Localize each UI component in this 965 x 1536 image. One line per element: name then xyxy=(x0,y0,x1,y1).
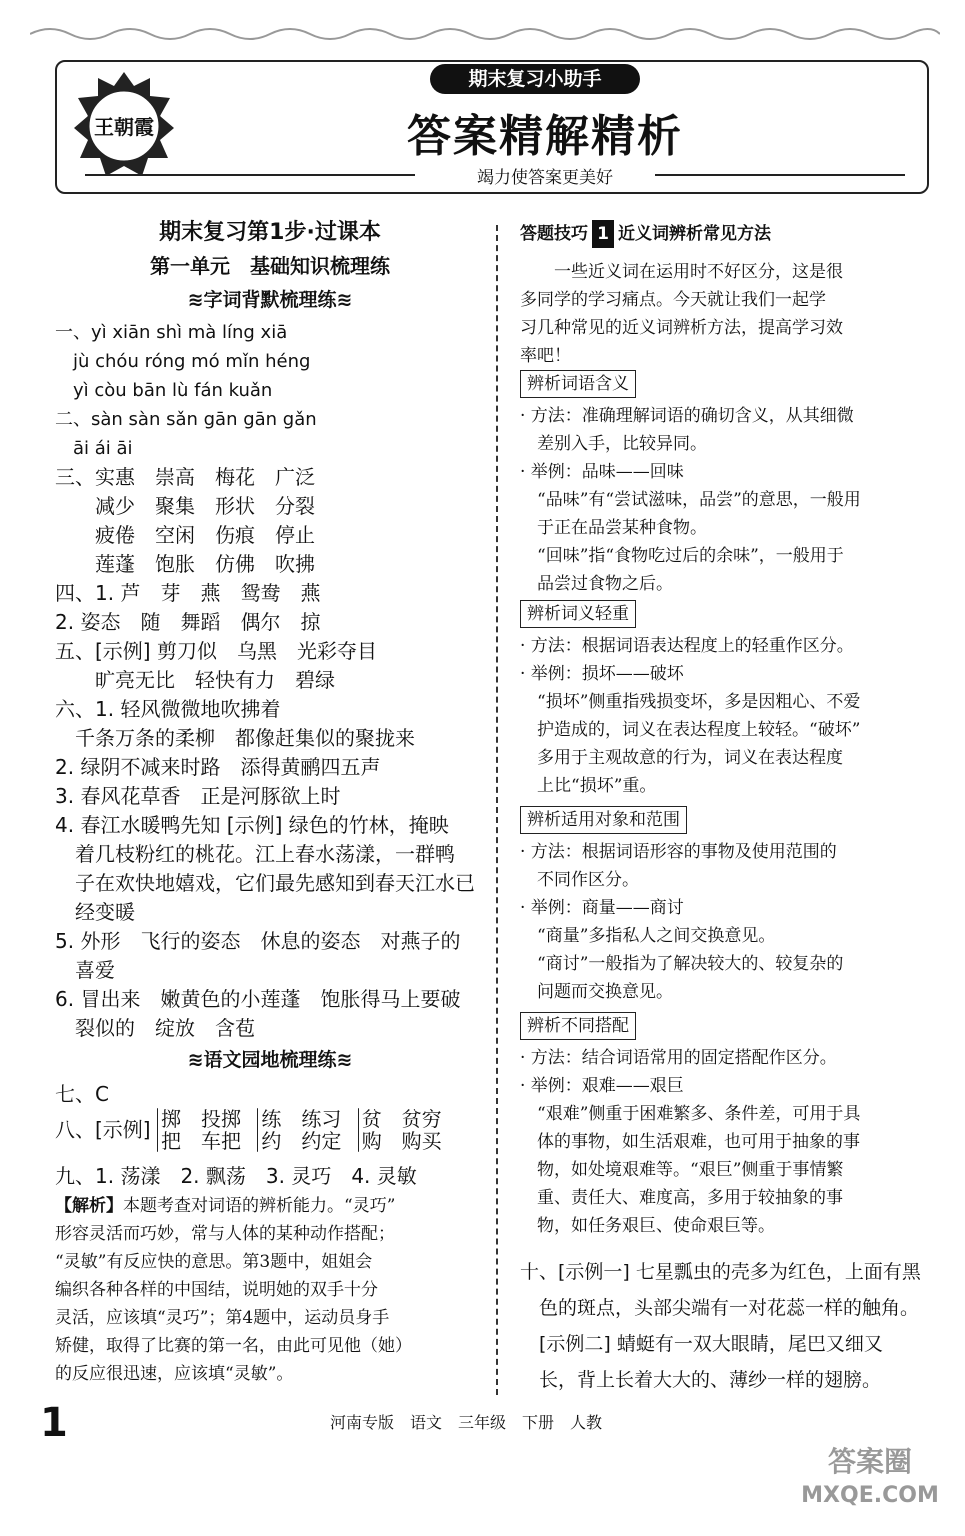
method-text: “商量”多指私人之间交换意见。 xyxy=(520,926,776,946)
method-text: · 方法：准确理解词语的确切含义，从其细微 xyxy=(520,406,854,426)
method-text: “损坏”侧重指残损变坏，多是因粗心、不爱 xyxy=(520,692,861,712)
method-text: · 举例：商量——商讨 xyxy=(520,898,684,918)
method-text: “回味”指“食物吃过后的余味”，一般用于 xyxy=(520,546,844,566)
page-number: 1 xyxy=(40,1400,68,1446)
column-divider xyxy=(496,225,498,1395)
svg-text:王朝霞: 王朝霞 xyxy=(94,115,154,139)
answer-line: 2. 绿阴不减来时路 添得黄鹂四五声 xyxy=(55,755,381,779)
answer-line: 五、[示例] 剪刀似 乌黑 光彩夺目 xyxy=(55,639,377,663)
answer-line: āi ái āi xyxy=(55,438,133,459)
answer-line: 3. 春风花草香 正是河豚欲上时 xyxy=(55,784,341,808)
header-tag: 期末复习小助手 xyxy=(430,64,640,94)
method-box-heading: 辨析适用对象和范围 xyxy=(520,806,687,834)
answer-line: 十、[示例一] 七星瓢虫的壳多为红色，上面有黑 xyxy=(520,1261,921,1283)
q8-item: 练 练习 xyxy=(261,1107,342,1131)
method-text: “商讨”一般指为了解决较大的、较复杂的 xyxy=(520,954,844,974)
analysis-text: 编织各种各样的中国结，说明她的双手十分 xyxy=(55,1280,378,1300)
answer-line: yì còu bān lù fán kuǎn xyxy=(55,380,273,401)
intro-text: 率吧！ xyxy=(520,346,571,366)
method-text: 体的事物，如生活艰难，也可用于抽象的事 xyxy=(520,1132,860,1152)
skill-heading xyxy=(520,220,771,248)
method-text: · 方法：根据词语形容的事物及使用范围的 xyxy=(520,842,837,862)
answer-line: 经变暖 xyxy=(55,900,135,924)
method-box-heading: 辨析词语含义 xyxy=(520,370,636,398)
analysis-text: 形容灵活而巧妙，常与人体的某种动作搭配； xyxy=(55,1224,395,1244)
answer-line: 6. 冒出来 嫩黄色的小莲蓬 饱胀得马上要破 xyxy=(55,987,461,1011)
method-text: 护造成的，词义在表达程度上较轻。“破坏” xyxy=(520,720,861,740)
section-title: 期末复习第1步·过课本 xyxy=(159,220,381,245)
answer-line: 喜爱 xyxy=(55,958,115,982)
q8-item: 贫 贫穷 xyxy=(361,1107,442,1131)
skill-label: 答题技巧 xyxy=(520,224,588,244)
method-text: · 举例：艰难——艰巨 xyxy=(520,1076,684,1096)
method-text: “品味”有“尝试滋味，品尝”的意思，一般用 xyxy=(520,490,861,510)
method-text: 不同作区分。 xyxy=(520,870,639,890)
q8-group xyxy=(157,1108,241,1152)
analysis-text: 灵活，应该填“灵巧”；第4题中，运动员身手 xyxy=(55,1308,390,1328)
answer-line: 四、1. 芦 芽 燕 鸳鸯 燕 xyxy=(55,581,321,605)
answer-line: 千条万条的柔柳 都像赶集似的聚拢来 xyxy=(55,726,415,750)
analysis-first-line xyxy=(55,1192,395,1220)
method-text: 差别入手，比较异同。 xyxy=(520,434,707,454)
footer-edition-info: 河南专版 语文 三年级 下册 人教 xyxy=(330,1413,603,1432)
method-text: 品尝过食物之后。 xyxy=(520,574,673,594)
analysis-text: 本题考查对词语的辨析能力。“灵巧” xyxy=(123,1196,396,1216)
analysis-text: 的反应很迅速，应该填“灵敏”。 xyxy=(55,1364,294,1384)
subsection-heading: ≋语文园地梳理练≋ xyxy=(187,1049,353,1071)
analysis-text: “灵敏”有反应快的意思。第3题中，姐姐会 xyxy=(55,1252,373,1272)
left-column xyxy=(55,218,485,1398)
q8-item: 掷 投掷 xyxy=(160,1107,241,1131)
answer-line: [示例二] 蜻蜓有一双大眼睛，尾巴又细又 xyxy=(520,1333,883,1355)
answer-line: 一、yì xiān shì mà líng xiā xyxy=(55,322,288,343)
brace xyxy=(157,1108,158,1152)
method-box-heading: 辨析词义轻重 xyxy=(520,600,636,628)
answer-line: 长，背上长着大大的、薄纱一样的翅膀。 xyxy=(520,1369,882,1391)
unit-title: 第一单元 基础知识梳理练 xyxy=(150,254,390,278)
q8-group xyxy=(257,1108,341,1152)
watermark-line: 答案圈 xyxy=(827,1445,912,1478)
answer-line: jù chóu róng mó mǐn héng xyxy=(55,351,311,372)
method-text: 物，如处境艰难等。“艰巨”侧重于事情繁 xyxy=(520,1160,844,1180)
answer-line: 疲倦 空闲 伤痕 停止 xyxy=(55,523,315,547)
intro-text: 一些近义词在运用时不好区分，这是很 xyxy=(520,262,843,282)
watermark-line: MXQE.COM xyxy=(801,1483,939,1508)
q8-label: 八、[示例] xyxy=(55,1117,151,1142)
method-text: · 举例：品味——回味 xyxy=(520,462,684,482)
publisher-logo xyxy=(70,68,178,180)
answer-line: 减少 聚集 形状 分裂 xyxy=(55,494,315,518)
answer-line: 二、sàn sàn sǎn gān gān gǎn xyxy=(55,409,317,430)
intro-text: 多同学的学习痛点。今天就让我们一起学 xyxy=(520,290,826,310)
brace xyxy=(358,1108,359,1152)
answer-line: 裂似的 绽放 含苞 xyxy=(55,1016,255,1040)
top-decorative-bar xyxy=(30,22,940,46)
answer-line: 六、1. 轻风微微地吹拂着 xyxy=(55,697,281,721)
method-text: 问题而交换意见。 xyxy=(520,982,673,1002)
intro-text: 习几种常见的近义词辨析方法，提高学习效 xyxy=(520,318,843,338)
q8-item: 把 车把 xyxy=(160,1129,241,1153)
answer-line: 七、C xyxy=(55,1082,109,1106)
method-text: 上比“损坏”重。 xyxy=(520,776,657,796)
subsection-heading: ≋字词背默梳理练≋ xyxy=(187,289,353,311)
analysis-label: 【解析】 xyxy=(55,1196,123,1216)
slogan: 竭力使答案更美好 xyxy=(440,163,650,188)
skill-number: 1 xyxy=(592,220,614,248)
q8-item: 购 购买 xyxy=(361,1129,442,1153)
analysis-text: 矫健，取得了比赛的第一名，由此可见他（她） xyxy=(55,1336,412,1356)
method-text: “艰难”侧重于困难繁多、条件差，可用于具 xyxy=(520,1104,861,1124)
method-text: · 方法：结合词语常用的固定搭配作区分。 xyxy=(520,1048,837,1068)
answer-line: 4. 春江水暖鸭先知 [示例] 绿色的竹林，掩映 xyxy=(55,813,449,837)
slogan-rule-left xyxy=(85,174,415,176)
method-text: 于正在品尝某种食物。 xyxy=(520,518,707,538)
answer-line: 色的斑点，头部尖端有一对花蕊一样的触角。 xyxy=(520,1297,920,1319)
answer-line: 旷亮无比 轻快有力 碧绿 xyxy=(55,668,335,692)
answer-line: 着几枝粉红的桃花。江上春水荡漾，一群鸭 xyxy=(55,842,455,866)
slogan-rule-right xyxy=(655,174,905,176)
q8-group xyxy=(358,1108,442,1152)
answer-line: 2. 姿态 随 舞蹈 偶尔 掠 xyxy=(55,610,321,634)
watermark-logo xyxy=(790,1445,950,1513)
answer-line: 5. 外形 飞行的姿态 休息的姿态 对燕子的 xyxy=(55,929,461,953)
q8-item: 约 约定 xyxy=(261,1129,342,1153)
answer-line: 莲蓬 饱胀 仿佛 吹拂 xyxy=(55,552,315,576)
method-text: 多用于主观故意的行为，词义在表达程度 xyxy=(520,748,843,768)
method-text: 物，如任务艰巨、使命艰巨等。 xyxy=(520,1216,775,1236)
method-text: 重、责任大、难度高，多用于较抽象的事 xyxy=(520,1188,843,1208)
method-text: · 方法：根据词语表达程度上的轻重作区分。 xyxy=(520,636,854,656)
right-column xyxy=(520,218,930,1398)
method-text: · 举例：损坏——破坏 xyxy=(520,664,684,684)
q8-row xyxy=(55,1108,442,1152)
answer-line: 九、1. 荡漾 2. 飘荡 3. 灵巧 4. 灵敏 xyxy=(55,1164,417,1188)
skill-title: 近义词辨析常见方法 xyxy=(618,224,771,244)
brace xyxy=(257,1108,258,1152)
page-title: 答案精解精析 xyxy=(407,111,683,162)
answer-line: 子在欢快地嬉戏，它们最先感知到春天江水已 xyxy=(55,871,475,895)
answer-line: 三、实惠 崇高 梅花 广泛 xyxy=(55,465,315,489)
method-box-heading: 辨析不同搭配 xyxy=(520,1012,636,1040)
